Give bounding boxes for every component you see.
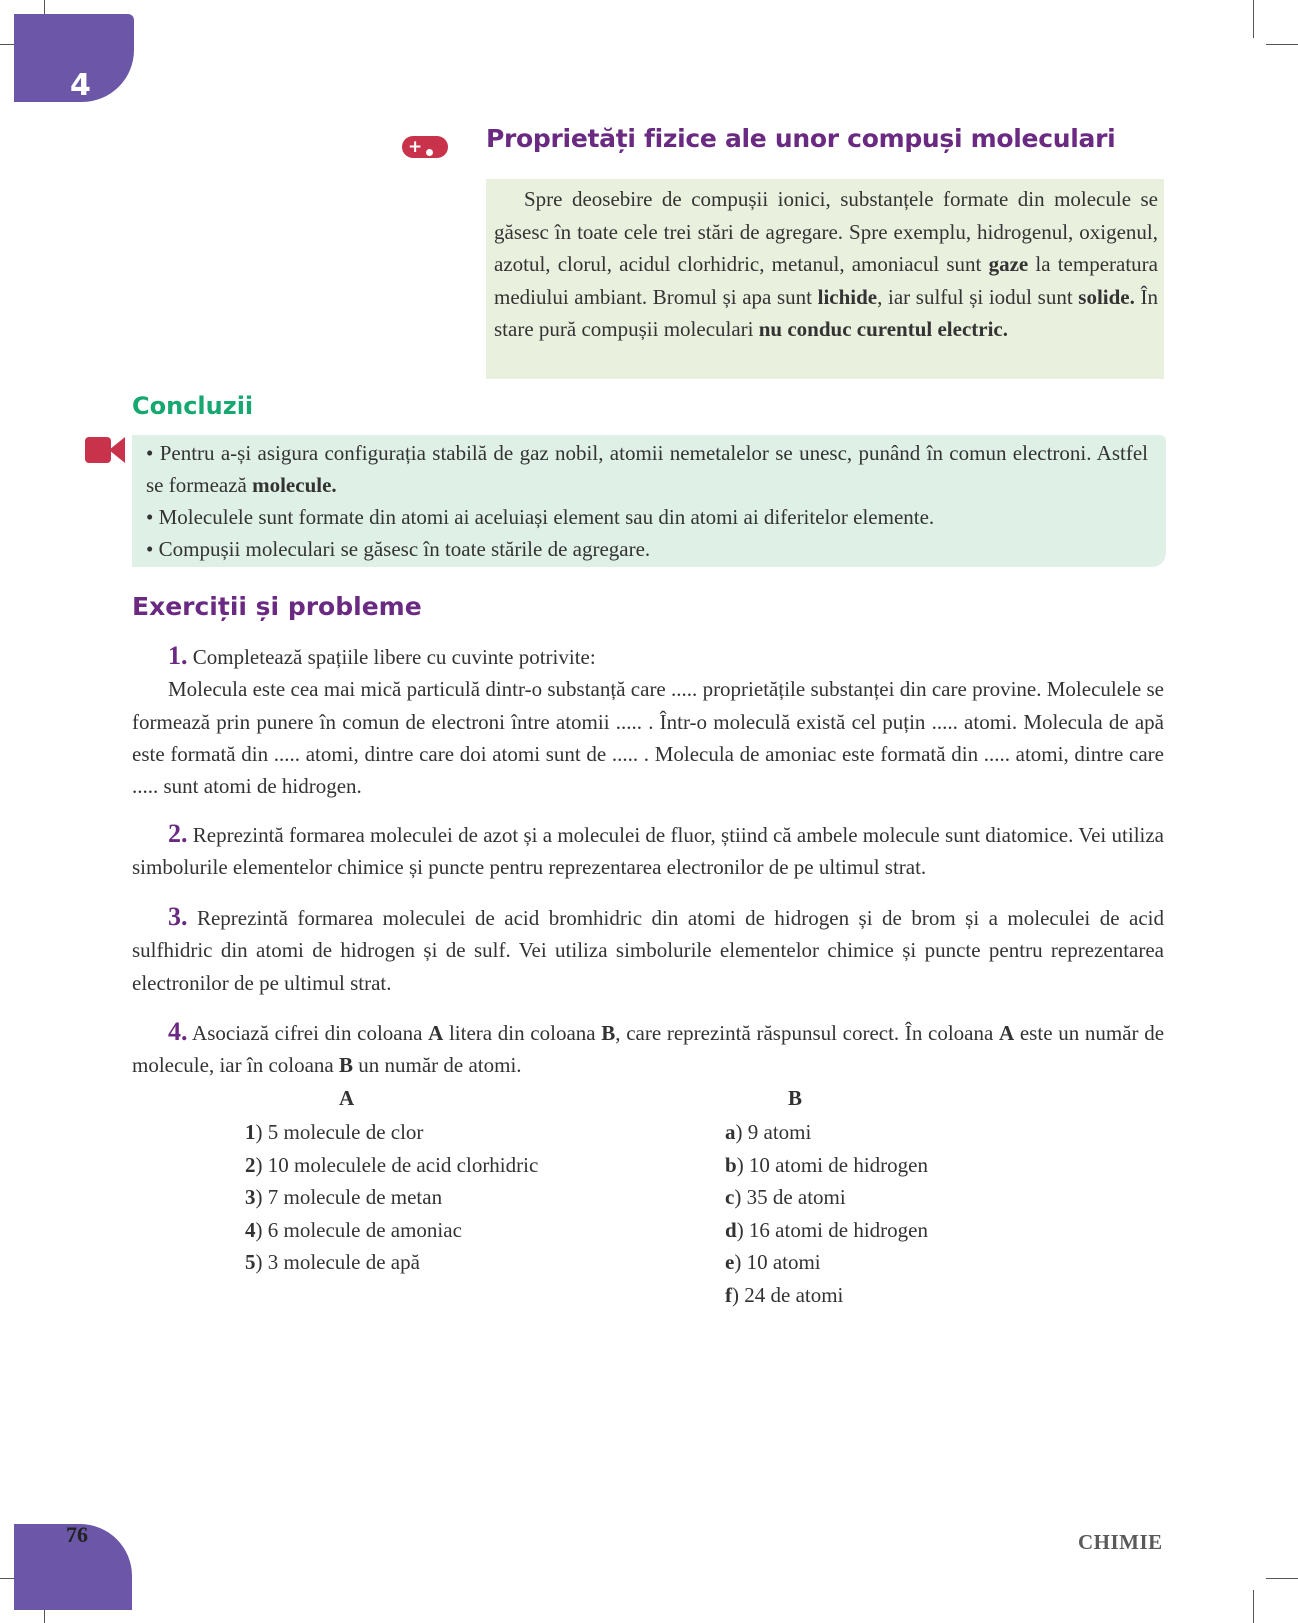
- page-number: 76: [66, 1522, 88, 1547]
- exercise-4: 4. Asociază cifrei din coloana A litera din coloana B, care reprezintă răspunsul corect. În coloana A este un număr de molecule, iar în coloana B un număr de atomi.: [132, 1017, 1165, 1078]
- exercise-text: Reprezintă formarea moleculei de azot și a moleculei de fluor, știind că ambele molecule sunt diatomice. Vei utiliza simbolurile elementelor chimice și puncte pentru reprezentarea electronilor de pe ultimul strat.: [132, 823, 1164, 880]
- list-item: 2) 10 moleculele de acid clorhidric: [245, 1152, 539, 1177]
- exercise-number: 2.: [168, 819, 188, 848]
- conclusions-marker-icon: [85, 435, 127, 465]
- conclusions-box: [132, 435, 1166, 567]
- exercise-1: [132, 640, 1164, 802]
- exercise-3: [132, 901, 1164, 999]
- exercise-body: Molecula este cea mai mică particulă dintr-o substanță care ..... proprietățile substanței din care provine. Moleculele se formează prin punere în comun de electroni între atomii ..... . Într-o moleculă există cel puțin ..... atomi. Molecula de apă este formată din ..... atomi, dintre care doi atomi sunt de ..... . Molecula de amoniac este formată din ..... atomi, dintre care ..... sunt atomi de hidrogen.: [132, 677, 1164, 799]
- list-item: b) 10 atomi de hidrogen: [725, 1152, 928, 1177]
- list-item: 3) 7 molecule de metan: [245, 1185, 443, 1209]
- column-a-header: A: [339, 1086, 355, 1110]
- list-item: 4) 6 molecule de amoniac: [245, 1217, 462, 1242]
- crop-mark: [1253, 1590, 1254, 1623]
- conclusion-item: • Pentru a-și asigura configurația stabilă de gaz nobil, atomii nemetalelor se unesc, punând în comun electroni. Astfel se formează molecule.: [146, 441, 1148, 497]
- list-item: d) 16 atomi de hidrogen: [725, 1217, 928, 1242]
- list-item: 1) 5 molecule de clor: [245, 1120, 424, 1144]
- plus-dots-icon: +: [402, 136, 448, 158]
- exercise-number: 1.: [168, 641, 188, 670]
- crop-mark: [1266, 1578, 1298, 1579]
- list-item: f) 24 de atomi: [725, 1282, 844, 1307]
- conclusions-title: Concluzii: [132, 392, 254, 420]
- exercise-text: Reprezintă formarea moleculei de acid bromhidric din atomi de hidrogen și de brom și a moleculei de acid sulfhidric din atomi de hidrogen și de sulf. Vei utiliza simbolurile elementelor chimice și puncte pentru reprezentarea electronilor de pe ultimul strat.: [132, 906, 1164, 995]
- crop-mark: [1253, 0, 1254, 38]
- list-item: a) 9 atomi: [725, 1120, 812, 1144]
- list-item: 5) 3 molecule de apă: [245, 1250, 420, 1274]
- crop-mark: [1266, 44, 1298, 45]
- list-item: e) 10 atomi: [725, 1250, 821, 1274]
- subject-label: CHIMIE: [1078, 1530, 1163, 1554]
- chapter-number: 4: [70, 68, 91, 103]
- column-b-header: B: [788, 1086, 803, 1110]
- exercises-title: Exerciții și probleme: [132, 592, 422, 621]
- exercise-2: [132, 818, 1164, 884]
- list-item: c) 35 de atomi: [725, 1185, 846, 1209]
- conclusion-item: • Compușii moleculari se găsesc în toate stările de agregare.: [146, 537, 651, 561]
- conclusion-item: • Moleculele sunt formate din atomi ai aceluiași element sau din atomi ai diferitelor elemente.: [146, 505, 935, 529]
- exercise-number: 3.: [168, 902, 188, 931]
- exercise-prompt: Completează spațiile libere cu cuvinte potrivite:: [192, 645, 596, 669]
- column-a-list: [245, 1116, 538, 1279]
- section-title: Proprietăți fizice ale unor compuși moleculari: [486, 124, 1116, 153]
- exercise-number: 4.: [168, 1017, 188, 1046]
- info-box: [486, 179, 1164, 379]
- info-paragraph: Spre deosebire de compușii ionici, substanțele formate din molecule se găsesc în toate cele trei stări de agregare. Spre exemplu, hidrogenul, oxigenul, azotul, clorul, acidul clorhidric, metanul, amoniacul sunt gaze la temperatura mediului ambiant. Bromul și apa sunt lichide, iar sulful și iodul sunt solide. În stare pură compușii moleculari nu conduc curentul electric.: [494, 187, 1158, 341]
- column-b-list: [725, 1116, 928, 1311]
